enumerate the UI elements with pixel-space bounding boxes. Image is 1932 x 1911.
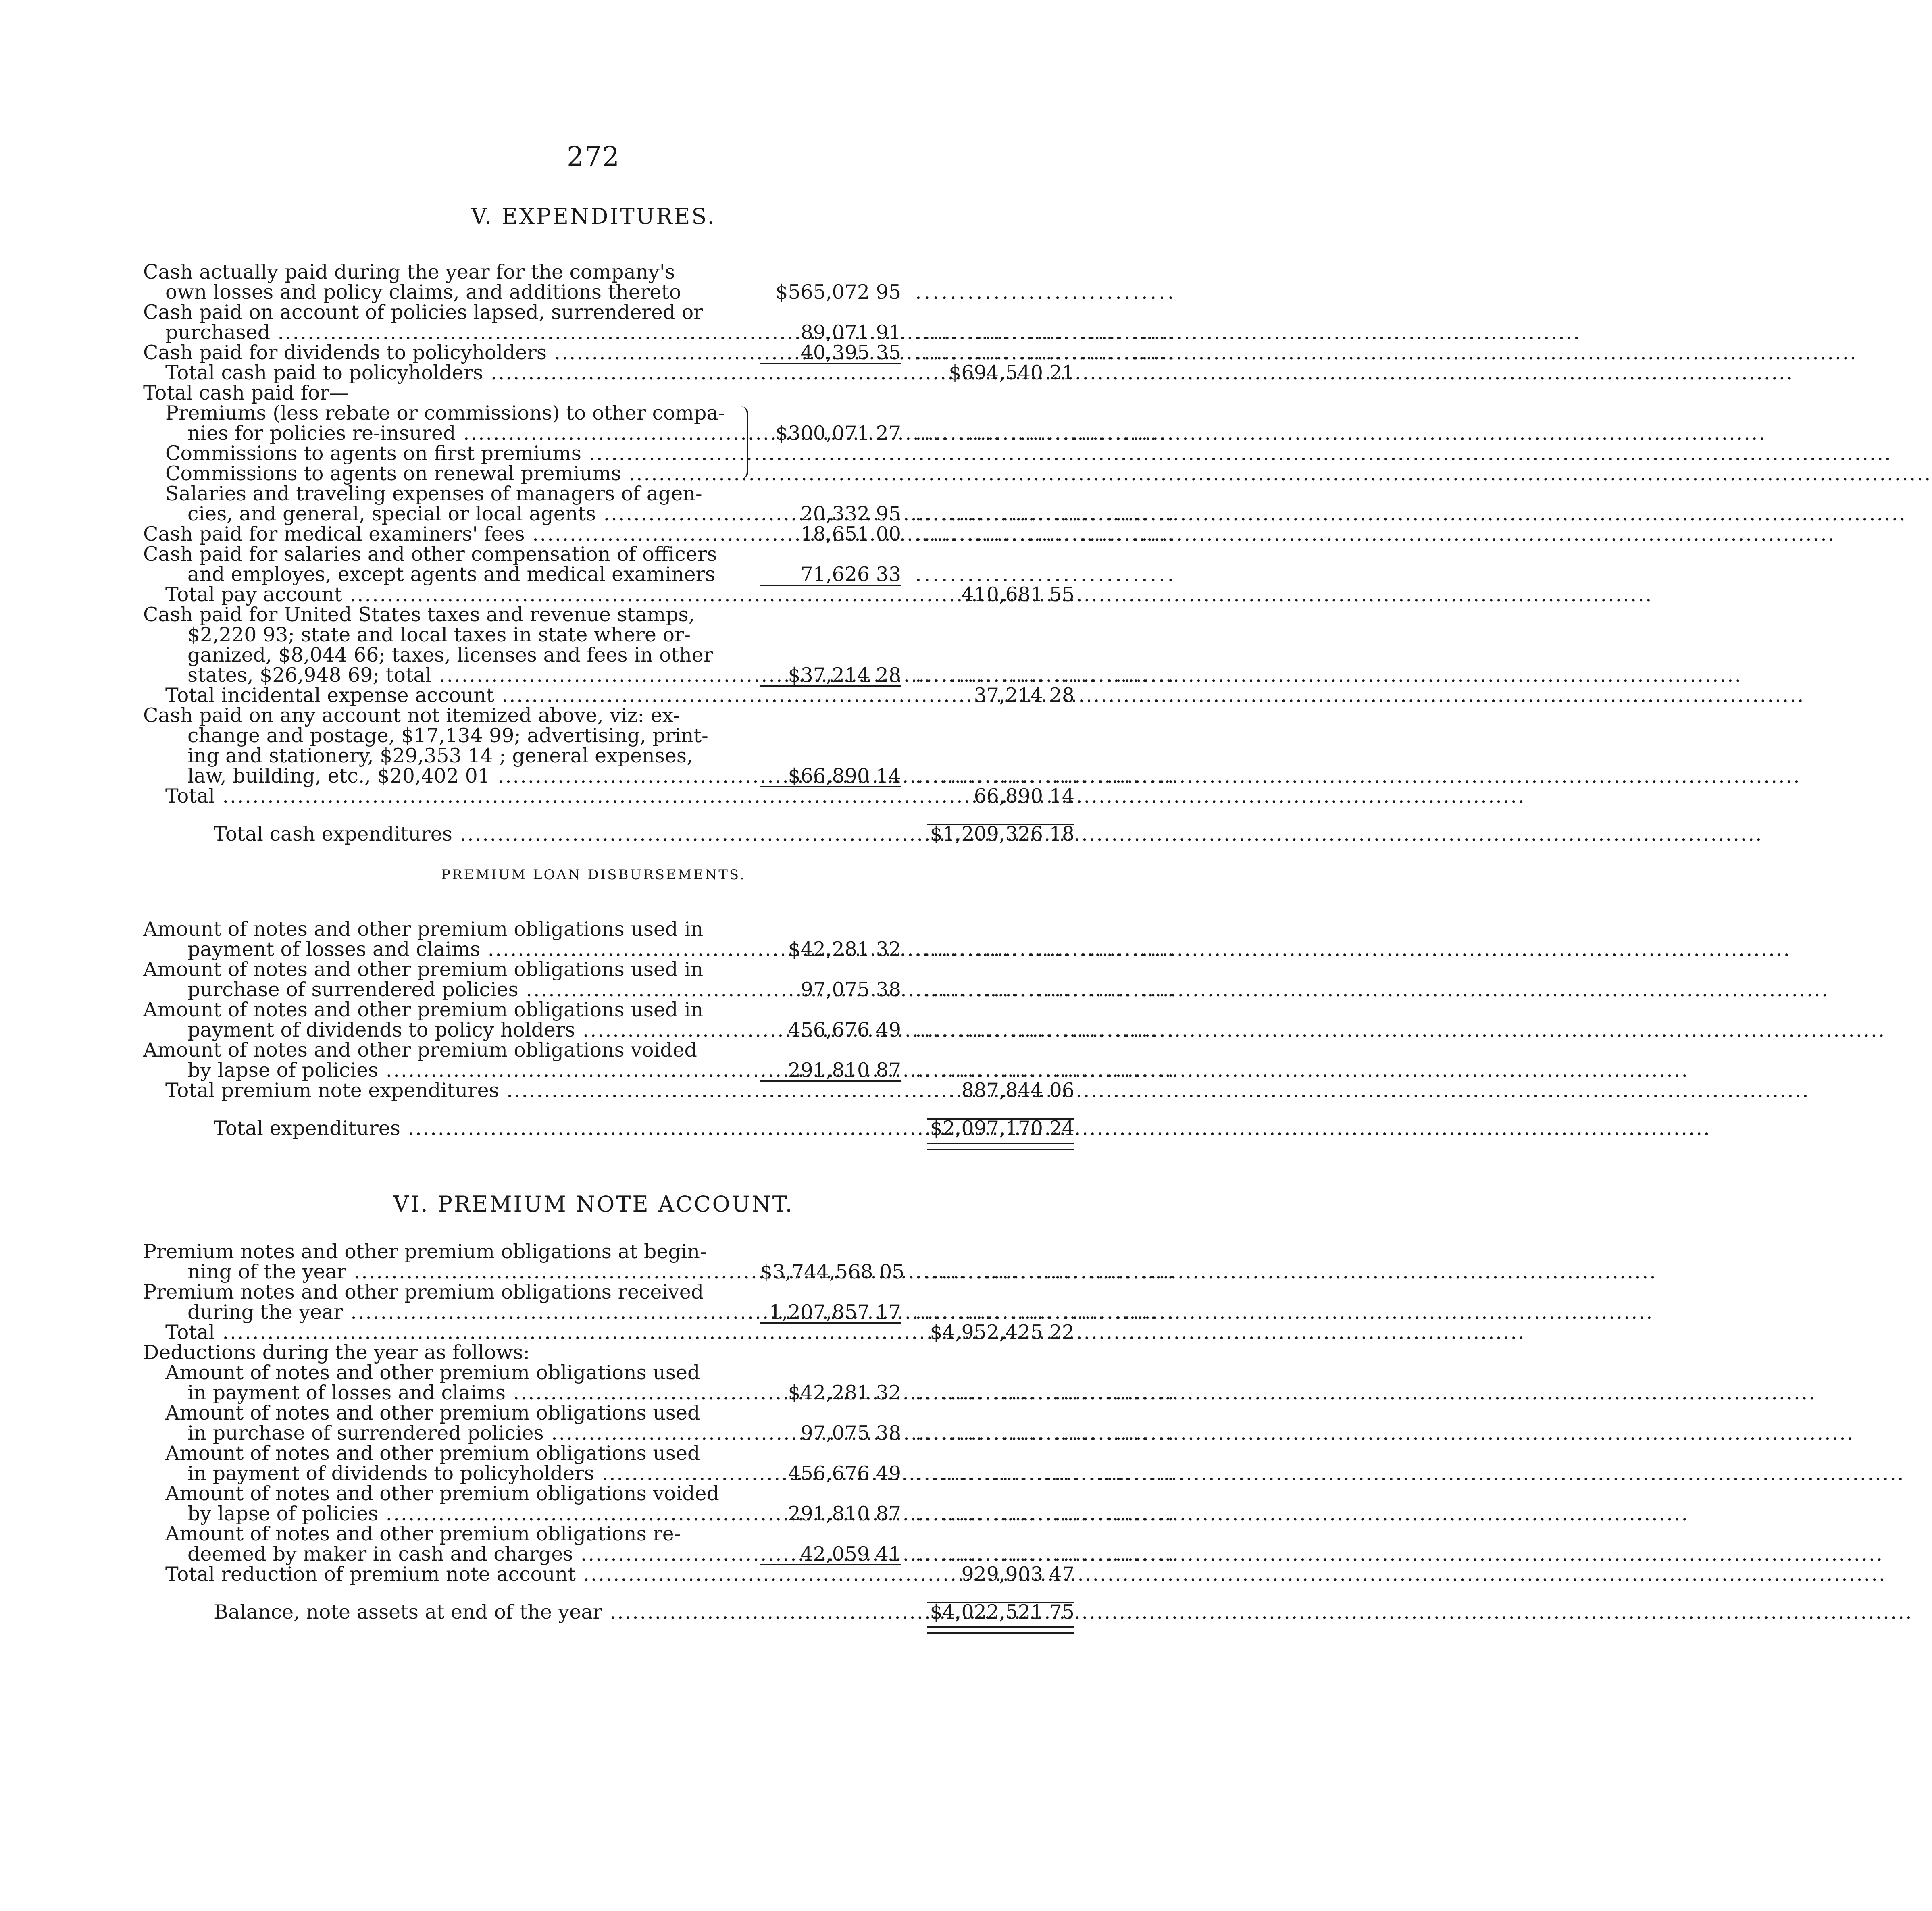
ledger-row — [143, 341, 1176, 364]
dot-leader: .............................. — [915, 523, 1176, 545]
ledger-row — [143, 1322, 1074, 1343]
total-amount: 410,681 55 — [961, 583, 1074, 606]
expenditures-table — [143, 260, 1176, 845]
item-amount: 97,075 38 — [800, 1422, 901, 1445]
item-amount: $3,744,568 05 — [760, 1260, 905, 1283]
ledger-row — [143, 302, 1074, 323]
item-amount: $565,072 95 — [775, 281, 901, 304]
ledger-row — [143, 262, 1074, 282]
dot-leader: .............................. — [915, 1059, 1176, 1082]
ledger-row — [143, 1462, 1176, 1485]
dot-leader: .............................. — [915, 321, 1176, 344]
expenditures-heading: V. EXPENDITURES. — [471, 204, 716, 229]
row-description: Total reduction of premium note account ..... — [143, 1564, 762, 1584]
item-amount: 456,676 49 — [788, 1462, 901, 1485]
ledger-row — [143, 1543, 1176, 1565]
dot-leader: .............................. — [915, 1381, 1176, 1404]
dot-leader: .............................. — [915, 938, 1176, 961]
dot-leader: .............................. — [915, 664, 1176, 687]
ledger-row — [143, 1018, 1176, 1041]
premium-note-heading: VI. PREMIUM NOTE ACCOUNT. — [393, 1191, 794, 1217]
ledger-row — [143, 764, 1176, 787]
item-amount: 20,332 95 — [800, 502, 901, 525]
ledger-row — [143, 403, 1074, 423]
ledger-row — [143, 664, 1176, 687]
ledger-row — [143, 443, 1074, 464]
ledger-row — [143, 685, 1074, 706]
row-description: Amount of notes and other premium obligations used — [165, 1361, 700, 1384]
total-amount: 929,903 47 — [961, 1563, 1074, 1586]
row-description: Amount of notes and other premium obligations voided — [165, 1482, 719, 1505]
ledger-row — [143, 1381, 1176, 1404]
ledger-row — [143, 706, 1074, 726]
dot-leader: .............................. — [915, 1422, 1176, 1445]
row-description: deemed by maker in cash and charges ..... — [143, 1544, 784, 1564]
row-description: ganized, $8,044 66; taxes, licenses and fees in other — [187, 643, 713, 666]
total-amount: $1,209,326 18 — [930, 822, 1074, 845]
row-description: Cash paid for medical examiners' fees ..... — [143, 524, 740, 544]
item-amount: 291,810 87 — [788, 1059, 901, 1082]
row-description: Premiums (less rebate or commissions) to other compa- — [165, 402, 725, 425]
ledger-row — [143, 1484, 1074, 1504]
ledger-row — [143, 746, 1074, 766]
row-description: Total ..... — [143, 1322, 762, 1343]
row-description: Amount of notes and other premium obligations used in — [143, 958, 704, 981]
ledger-row — [143, 625, 1074, 645]
ledger-row — [143, 1403, 1074, 1423]
row-description: Premium notes and other premium obligations at begin- — [143, 1240, 707, 1263]
total-amount: 887,844 06 — [961, 1079, 1074, 1102]
row-description: by lapse of policies ..... — [143, 1504, 784, 1524]
row-description: ning of the year ..... — [143, 1262, 784, 1282]
row-description: Cash paid for United States taxes and revenue stamps, — [143, 603, 695, 626]
ledger-row — [143, 824, 1074, 844]
row-description: in payment of dividends to policyholders ..... — [143, 1463, 784, 1484]
ledger-row — [143, 281, 1176, 304]
ledger-row — [143, 502, 1176, 525]
row-description: purchased ..... — [143, 323, 762, 343]
item-amount: 71,626 33 — [800, 563, 901, 586]
row-description: Premium notes and other premium obligations received — [143, 1280, 704, 1303]
item-amount: $37,214 28 — [788, 664, 901, 687]
ledger-row — [143, 484, 1074, 504]
ledger-row — [143, 563, 1176, 586]
ledger-row — [143, 585, 1074, 605]
row-description: Total incidental expense account ..... — [143, 685, 762, 706]
ledger-row — [143, 523, 1176, 545]
row-description: Cash paid on account of policies lapsed, surrendered or — [143, 301, 703, 324]
ledger-row — [143, 1260, 1176, 1283]
row-description: payment of losses and claims ..... — [143, 939, 784, 960]
row-description: Amount of notes and other premium obligations re- — [165, 1522, 681, 1545]
row-description: Commissions to agents on first premiums ..... — [143, 443, 762, 464]
row-description: payment of dividends to policy holders ..... — [143, 1020, 784, 1040]
dot-leader: .............................. — [915, 1260, 1176, 1283]
subtotal-rule — [760, 1322, 901, 1324]
ledger-row — [143, 1080, 1074, 1101]
dot-leader: .............................. — [915, 422, 1176, 445]
row-description: by lapse of policies ..... — [143, 1060, 784, 1080]
premium-loan-table — [143, 918, 1176, 1147]
total-amount: $4,022,521 75 — [930, 1601, 1074, 1624]
ledger-row — [143, 938, 1176, 961]
row-description: Total cash paid to policyholders ..... — [143, 363, 762, 383]
double-underline — [927, 1143, 1074, 1150]
item-amount: $42,281 32 — [788, 938, 901, 961]
subtotal-rule — [760, 585, 901, 586]
dot-leader: .............................. — [915, 502, 1176, 525]
total-amount: $2,097,170 24 — [930, 1117, 1074, 1140]
row-description: during the year ..... — [143, 1302, 784, 1322]
ledger-row — [143, 321, 1176, 344]
row-description: Balance, note assets at end of the year ..... — [143, 1602, 810, 1622]
dot-leader: .............................. — [915, 1462, 1176, 1485]
item-amount: 97,075 38 — [800, 978, 901, 1001]
dot-leader: .............................. — [915, 1543, 1176, 1565]
item-amount: 18,651 00 — [800, 523, 901, 545]
brace-bracket — [738, 406, 748, 479]
row-description: in payment of losses and claims ..... — [143, 1383, 784, 1403]
item-amount: $300,071 27 — [775, 422, 901, 445]
ledger-row — [143, 1524, 1074, 1544]
row-description: change and postage, $17,134 99; advertising, print- — [187, 724, 708, 747]
double-underline — [927, 1626, 1074, 1634]
row-description: purchase of surrendered policies ..... — [143, 980, 784, 1000]
total-amount: $4,952,425 22 — [930, 1321, 1074, 1344]
subtotal-rule — [760, 685, 901, 687]
dot-leader: .............................. — [915, 978, 1176, 1001]
ledger-row — [143, 978, 1176, 1001]
subtotal-rule — [760, 786, 901, 787]
row-description: Cash paid for salaries and other compensation of officers — [143, 543, 717, 566]
ledger-row — [143, 1040, 1074, 1060]
subtotal-rule — [760, 363, 901, 364]
ledger-row — [143, 726, 1074, 746]
subtotal-rule — [760, 1564, 901, 1565]
row-description: Amount of notes and other premium obligations used in — [143, 918, 704, 941]
total-amount: $694,540 21 — [949, 361, 1074, 384]
row-description: Amount of notes and other premium obligations used — [165, 1401, 700, 1424]
dot-leader: .............................. — [915, 1018, 1176, 1041]
ledger-row — [143, 960, 1074, 980]
ledger-row — [143, 1059, 1176, 1082]
row-description: Total expenditures ..... — [143, 1118, 810, 1139]
ledger-row — [143, 1301, 1176, 1324]
ledger-row — [143, 363, 1074, 383]
row-description: Amount of notes and other premium obligations used — [165, 1442, 700, 1465]
dot-leader: .............................. — [915, 1502, 1176, 1525]
ledger-row — [143, 1282, 1074, 1302]
item-amount: 40,395 35 — [800, 341, 901, 364]
ledger-row — [143, 383, 1074, 403]
ledger-row — [143, 786, 1074, 806]
item-amount: 1,207,857 17 — [769, 1301, 901, 1324]
item-amount: 42,059 41 — [800, 1543, 901, 1565]
subtotal-rule — [760, 1080, 901, 1082]
row-description: Cash actually paid during the year for the company's — [143, 260, 675, 283]
dot-leader: .............................. — [915, 1301, 1176, 1324]
row-description: Commissions to agents on renewal premiums ..... — [143, 464, 762, 484]
ledger-row — [143, 1502, 1176, 1525]
row-description: Total pay account ..... — [143, 585, 762, 605]
dot-leader: .............................. — [915, 563, 1176, 586]
ledger-row — [143, 1242, 1074, 1262]
ledger-row — [143, 605, 1074, 625]
row-description: Total cash expenditures ..... — [143, 824, 810, 844]
ledger-row — [143, 464, 1074, 484]
ledger-row — [143, 1000, 1074, 1020]
item-amount: $66,890 14 — [788, 764, 901, 787]
ledger-row — [143, 1118, 1074, 1139]
ledger-row — [143, 1422, 1176, 1445]
ledger-row — [143, 1363, 1074, 1383]
row-description: own losses and policy claims, and additions thereto — [165, 281, 681, 304]
ledger-row — [143, 544, 1074, 564]
item-amount: 89,071 91 — [800, 321, 901, 344]
row-description: and employes, except agents and medical examiners — [187, 563, 716, 586]
total-amount: 66,890 14 — [974, 785, 1074, 808]
ledger-row — [143, 422, 1176, 445]
ledger-row — [143, 1343, 1074, 1363]
row-description: Total ..... — [143, 786, 762, 806]
ledger-row — [143, 1564, 1074, 1584]
row-description: Deductions during the year as follows: — [143, 1341, 530, 1364]
total-amount: 37,214 28 — [974, 684, 1074, 707]
row-description: Cash paid on any account not itemized above, viz: ex- — [143, 704, 680, 727]
ledger-row — [143, 1602, 1074, 1622]
row-description: Cash paid for dividends to policyholders ..... — [143, 343, 740, 363]
item-amount: $42,281 32 — [788, 1381, 901, 1404]
row-description: Total cash paid for— — [143, 381, 349, 404]
row-description: law, building, etc., $20,402 01 ..... — [143, 766, 784, 786]
dot-leader: .............................. — [915, 764, 1176, 787]
row-description: cies, and general, special or local agents ..... — [143, 504, 784, 524]
row-description: nies for policies re-insured ..... — [143, 423, 784, 443]
ledger-row — [143, 645, 1074, 665]
row-description: states, $26,948 69; total ..... — [143, 665, 784, 685]
row-description: Salaries and traveling expenses of managers of agen- — [165, 482, 702, 505]
dot-leader: .............................. — [915, 281, 1176, 304]
item-amount: 291,810 87 — [788, 1502, 901, 1525]
row-description: Amount of notes and other premium obligations voided — [143, 1039, 697, 1062]
premium-note-table — [143, 1240, 1176, 1631]
ledger-row — [143, 1443, 1074, 1463]
row-description: $2,220 93; state and local taxes in state where or- — [187, 623, 691, 646]
premium-loan-heading: PREMIUM LOAN DISBURSEMENTS. — [441, 867, 746, 883]
page-number: 272 — [567, 141, 620, 172]
row-description: in purchase of surrendered policies ..... — [143, 1423, 784, 1443]
row-description: Total premium note expenditures ..... — [143, 1080, 762, 1101]
dot-leader: .............................. — [915, 341, 1176, 364]
item-amount: 456,676 49 — [788, 1018, 901, 1041]
row-description: ing and stationery, $29,353 14 ; general expenses, — [187, 744, 693, 767]
ledger-row — [143, 919, 1074, 939]
row-description: Amount of notes and other premium obligations used in — [143, 998, 704, 1021]
